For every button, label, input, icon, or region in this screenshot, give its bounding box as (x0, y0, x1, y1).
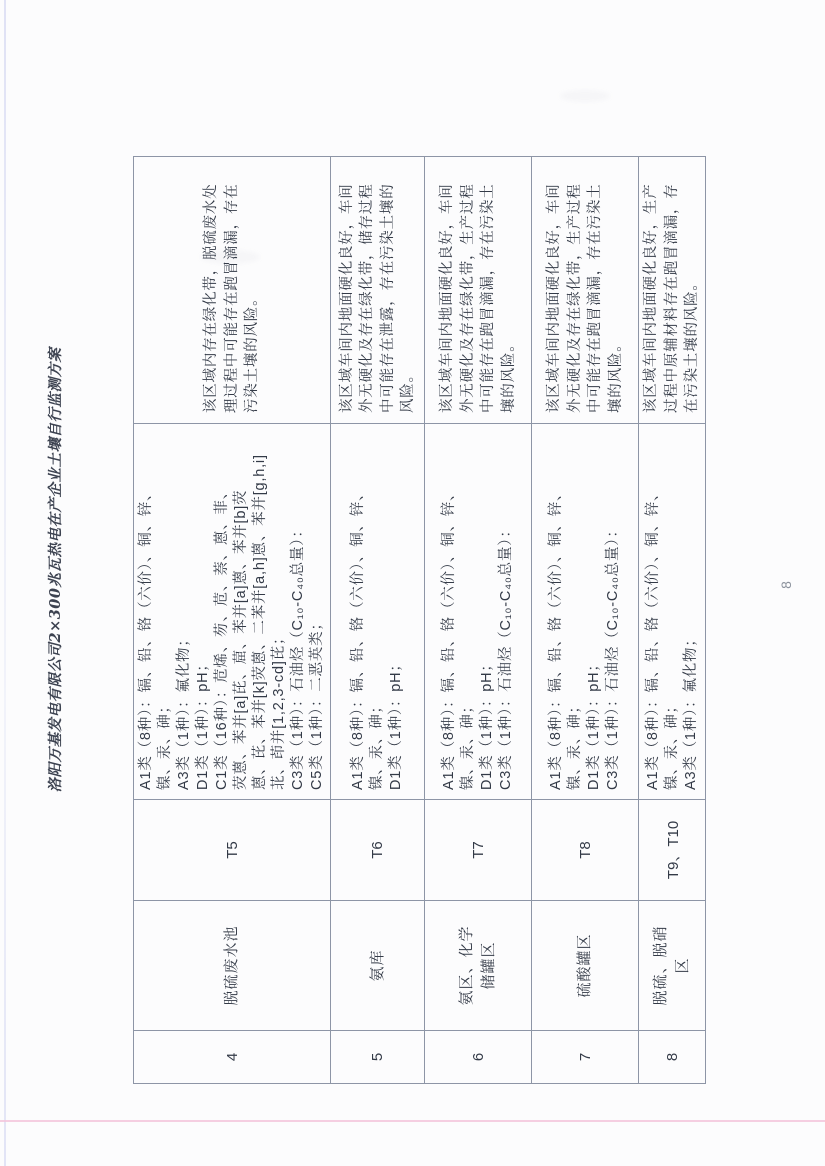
risk-description: 该区域车间内地面硬化良好，生产 过程中原辅材料存在跑冒滴漏，存 在污染土壤的风险。 (643, 183, 701, 413)
point-cell-row4: T5 (134, 799, 331, 900)
risk-description: 该区域车间内地面硬化良好，车间 外无硬化及存在绿化带，储存过程 中可能存在泄露，存在污染土壤的 风险。 (338, 183, 416, 413)
factors-cell-row4 (134, 423, 331, 799)
point-cell-row8: T9、T10 (639, 799, 706, 900)
area-cell-row8 (639, 900, 706, 1030)
risk-cell-row4 (134, 156, 331, 423)
area-name: 脱硫、脱硝 区 (652, 925, 691, 1006)
risk-description: 该区域车间内地面硬化良好，车间 外无硬化及存在绿化带，生产过程 中可能存在跑冒滴漏，存在污染土 壤的风险。 (439, 183, 517, 413)
risk-description: 该区域车间内地面硬化良好，车间 外无硬化及存在绿化带，生产过程 中可能存在跑冒滴漏，存在污染土 壤的风险。 (546, 183, 624, 413)
point-cell-row5: T6 (331, 799, 425, 900)
page-number: 8 (778, 581, 794, 589)
point-cell-row7: T8 (532, 799, 639, 900)
monitoring-factors: A1类（8种）：镉、铅、铬（六价）、铜、锌、 镍、汞、砷； A3类（1种）：氟化物； D1类（1种）：pH； C1类（16种）：苊烯、芴、苊、萘、蒽、菲、 荧蒽、苯并[a]芘、䓛、苯并[a]蒽、苯并[b]荧 蒽、芘、苯并[k]荧蒽、二苯并[a,h]蒽、苯并[g,h,i] 苝、茚并[1,2,3-cd]芘； C3类（1种）：石油烃（C₁₀-C₄₀总量）： C5类（1种）：二恶英类； (138, 454, 325, 790)
area-cell-row5 (331, 900, 425, 1030)
monitoring-factors: A1类（8种）：镉、铅、铬（六价）、铜、锌、 镍、汞、砷； D1类（1种）：pH； C3类（1种）：石油烃（C₁₀-C₄₀总量）： (548, 485, 621, 790)
area-name: 脱硫废水池 (223, 925, 240, 1006)
factors-cell-row7 (532, 423, 639, 799)
monitoring-factors: A1类（8种）：镉、铅、铬（六价）、铜、锌、 镍、汞、砷； D1类（1种）：pH； (350, 485, 404, 790)
area-name: 硫酸罐区 (576, 933, 593, 998)
risk-cell-row8 (639, 156, 706, 423)
serial-cell-row4: 4 (134, 1030, 331, 1083)
document-title: 洛阳万基发电有限公司2×300兆瓦热电在产企业土壤自行监测方案 (47, 347, 64, 793)
risk-cell-row5 (331, 156, 425, 423)
serial-cell-row7: 7 (532, 1030, 639, 1083)
monitoring-plan-table (133, 156, 706, 1084)
area-cell-row4 (134, 900, 331, 1030)
area-cell-row7 (532, 900, 639, 1030)
serial-cell-row8: 8 (639, 1030, 706, 1083)
monitoring-factors: A1类（8种）：镉、铅、铬（六价）、铜、锌、 镍、汞、砷； A3类（1种）：氟化物； (644, 485, 699, 790)
factors-cell-row5 (331, 423, 425, 799)
risk-description: 该区域内存在绿化带，脱硫废水处 理过程中可能存在跑冒滴漏，存在 污染土壤的风险。 (203, 183, 261, 413)
serial-cell-row5: 5 (331, 1030, 425, 1083)
point-cell-row6: T7 (425, 799, 532, 900)
risk-cell-row7 (532, 156, 639, 423)
monitoring-factors: A1类（8种）：镉、铅、铬（六价）、铜、锌、 镍、汞、砷； D1类（1种）：pH； C3类（1种）：石油烃（C₁₀-C₄₀总量）： (441, 485, 514, 790)
risk-cell-row6 (425, 156, 532, 423)
area-cell-row6 (425, 900, 532, 1030)
area-name: 氨区、化学 储罐区 (458, 925, 497, 1006)
serial-cell-row6: 6 (425, 1030, 532, 1083)
factors-cell-row6 (425, 423, 532, 799)
area-name: 氨库 (368, 949, 386, 982)
factors-cell-row8 (639, 423, 706, 799)
